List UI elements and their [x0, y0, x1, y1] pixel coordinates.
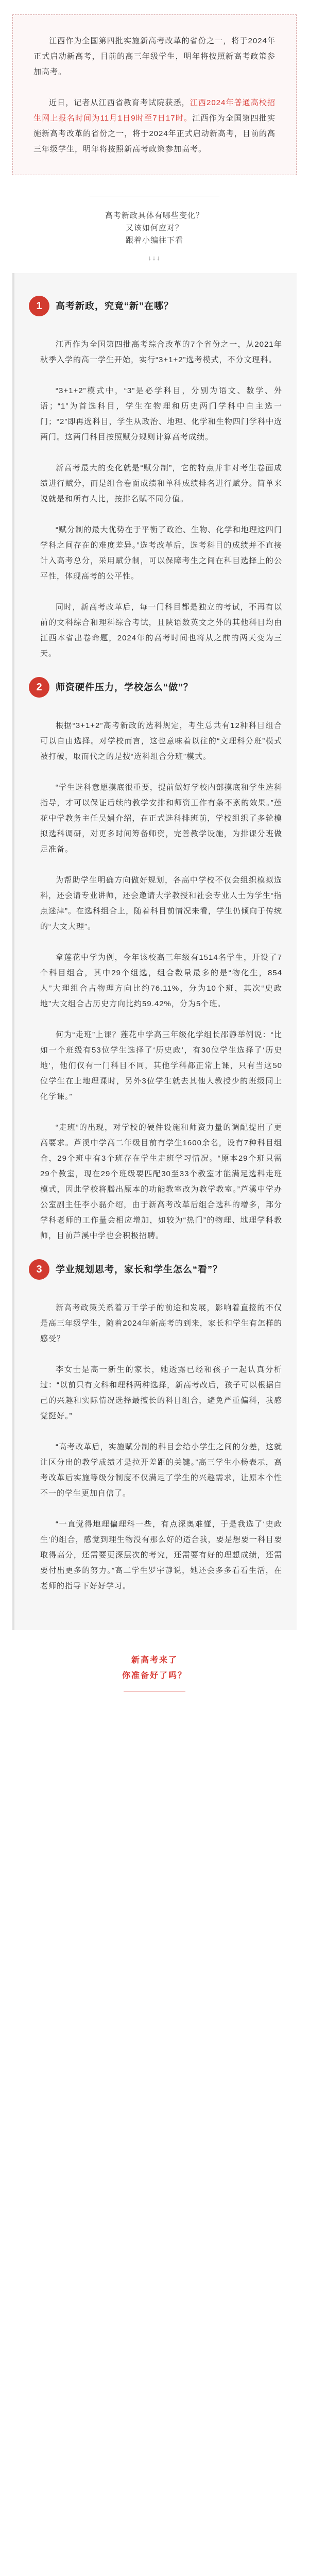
lead-line-3: 跟着小编往下看 — [125, 236, 183, 245]
section-header — [29, 677, 282, 698]
paragraph: “一直觉得地理偏理科一些，有点深奥难懂，于是我选了‘史政生’的组合，感觉到理生物没有那么好的适合我，要是想要一科目要取得高分，还需要更深层次的考究，还需要有好的理想成绩，还需要付出更多的努力。”高二学生罗宇静说，她还会多多看看生活，在老师的指导下好好学习。 — [40, 1520, 282, 1590]
down-arrows-icon: ↓↓↓ — [148, 254, 161, 262]
main-content — [12, 273, 297, 1630]
section-header — [29, 1259, 282, 1280]
intro-paragraph-2 — [33, 95, 276, 157]
section-body — [29, 1300, 282, 1594]
section-title: 师资硬件压力，学校怎么“做”？ — [56, 682, 193, 692]
section-title: 学业规划思考，家长和学生怎么“看”？ — [56, 1264, 222, 1275]
paragraph: 同时，新高考改革后，每一门科目都是独立的考试，不再有以前的文科综合和理科综合考试，且陕语数英文之外的其他科目均由江西本省出卷命题，2024年的高考时间也将从之前的两天变为三天。 — [40, 603, 282, 658]
paragraph: “高考改革后，实施赋分制的科目会给小学生之间的分差，这就让区分出的教学成绩才是拉开差距的关键。”高三学生小杨表示，高考改革后实施等级分制度不仅满足了学生的兴趣需求，让原本个性不一的学生更加自信了。 — [40, 1443, 282, 1498]
paragraph: 新高考政策关系着万千学子的前途和发展，影响着直接的不仅是高三年级学生，随着2024年新高考的到来，家长和学生有怎样的感受？ — [40, 1303, 282, 1343]
section-title: 高考新政，究竟“新”在哪？ — [56, 301, 174, 311]
section-body — [29, 718, 282, 1244]
intro-section — [12, 14, 297, 175]
paragraph: 根据“3+1+2”高考新政的选科规定，考生总共有12种科目组合可以自由选择。对学校而言，这也意味着以往的“文理科分班”模式被打破，取而代之的是按“选科组合分班”模式。 — [40, 721, 282, 761]
paragraph: 拿莲花中学为例，今年该校高三年级有1514名学生，开设了7个科目组合，其中29个组选，组合数量最多的是“物化生，854人”大理组合占物理方向比约76.11%，分为10个班，其次“史政地”大文组合占历史方向比约59.42%，分为5个班。 — [40, 953, 282, 1008]
lead-text — [12, 196, 297, 254]
section-3 — [29, 1259, 282, 1594]
footer-divider — [124, 1691, 185, 1694]
section-1 — [29, 296, 282, 662]
intro-card — [12, 14, 297, 175]
closing-footer — [0, 1653, 309, 1694]
paragraph: “学生选科意愿摸底很重要，提前做好学校内部摸底和学生选科指导，才可以保证后续的教学安排和师资工作有条不紊的效果。”莲花中学教务主任吴娟介绍，在正式选科排班前，学校组织了多轮模拟选科调研，对更多时间筹备师资，完善教学设施，为排课分班做足准备。 — [40, 783, 282, 854]
lead-line-1: 高考新政具体有哪些变化？ — [105, 211, 204, 220]
section-number-badge: 2 — [29, 677, 49, 698]
footer-line-1: 新高考来了 — [131, 1656, 178, 1665]
paragraph: 何为“走班”上课？莲花中学高三年级化学组长邵静举例说：“比如一个班级有53位学生选择了‘历史政’，有30位学生选择了‘历史地’，他们仅有一门科目不同，其他学科都正常上课，只有当这50位学生在上地理课时，另外3位学生就去其他人教授少的班级同上化学课。” — [40, 1030, 282, 1101]
section-body — [29, 337, 282, 662]
paragraph: 李女士是高一新生的家长，她透露已经和孩子一起认真分析过：“以前只有文科和理科两种选择，新高考改后，孩子可以根据自己的兴趣和实际情况选择最擅长的科目组合，避免严重偏科，我感觉挺好。” — [40, 1365, 282, 1420]
intro-paragraph-1: 江西作为全国第四批实施新高考改革的省份之一，将于2024年正式启动新高考，目前的高三年级学生，明年将按照新高考政策参加高考。 — [33, 37, 276, 76]
section-2 — [29, 677, 282, 1244]
lead-box — [12, 196, 297, 270]
section-header — [29, 296, 282, 316]
footer-line-2: 你准备好了吗？ — [122, 1671, 187, 1680]
paragraph: “赋分制的最大优势在于平衡了政治、生物、化学和地理这四门学科之间存在的难度差异。”选考改革后，选考科目的成绩并不直接计入高考总分，采用赋分制，可以保障考生之间在科目选择上的公平性，体现高考的公平性。 — [40, 526, 282, 581]
registration-time-highlight: 江西2024年普通高校招生网上报名时间为11月1日9时至7日17时。 — [33, 98, 276, 123]
paragraph: 新高考最大的变化就是“赋分制”，它的特点并非对考生卷面成绩进行赋分，而是组合卷面成绩和单科成绩排名进行赋分。简单来说就是和所有人比，按排名赋不同分值。 — [40, 464, 282, 503]
paragraph: 为帮助学生明确方向做好规划，各高中学校不仅会组织模拟选科，还会请专业讲师，还会邀请大学教授和社会专业人士为学生“指点迷津”。在选科组合上，随着科目前情况来看，学生仍倾向于传统的“大文大理”。 — [40, 876, 282, 931]
paragraph: “3+1+2”模式中，“3”是必学科目，分别为语文、数学、外语；“1”为首选科目，学生在物理和历史两门学科中自主选一门；“2”即再选科目，学生从政治、地理、化学和生物四门学科中选两门。这两门科目按照赋分规则计算高考成绩。 — [40, 386, 282, 442]
lead-line-2: 又该如何应对？ — [125, 224, 183, 232]
intro-p2-before: 近日，记者从江西省教育考试院获悉， — [49, 98, 190, 107]
section-number-badge: 1 — [29, 296, 49, 316]
paragraph: 江西作为全国第四批高考综合改革的7个省份之一，从2021年秋季入学的高一学生开始，实行“3+1+2”选考模式，不分文理科。 — [40, 340, 282, 364]
section-number-badge: 3 — [29, 1259, 49, 1280]
paragraph: “走班”的出现，对学校的硬件设施和师资力量的调配提出了更高要求。芦溪中学高二年级目前有学生1600余名，设有7种科目组合，29个班中有3个班存在学生走班学习情况。“原本29个班只需29个教室，现在29个班级要匹配30至33个教室才能满足选科走班模式，因此学校将腾出原本的功能教室改为教学教室。”芦溪中学办公室副主任李小磊介绍，由于新高考改革后组合选科的增多，部分学科老师的工作量会相应增加，如较为“热门”的物理、地理学科教师，目前芦溪中学也会积极招聘。 — [40, 1123, 282, 1240]
intro-p2-after: 江西作为全国第四批实施新高考改革的省份之一，将于2024年正式启动新高考，目前的高三年级学生，明年将按照新高考政策参加高考。 — [33, 114, 276, 154]
